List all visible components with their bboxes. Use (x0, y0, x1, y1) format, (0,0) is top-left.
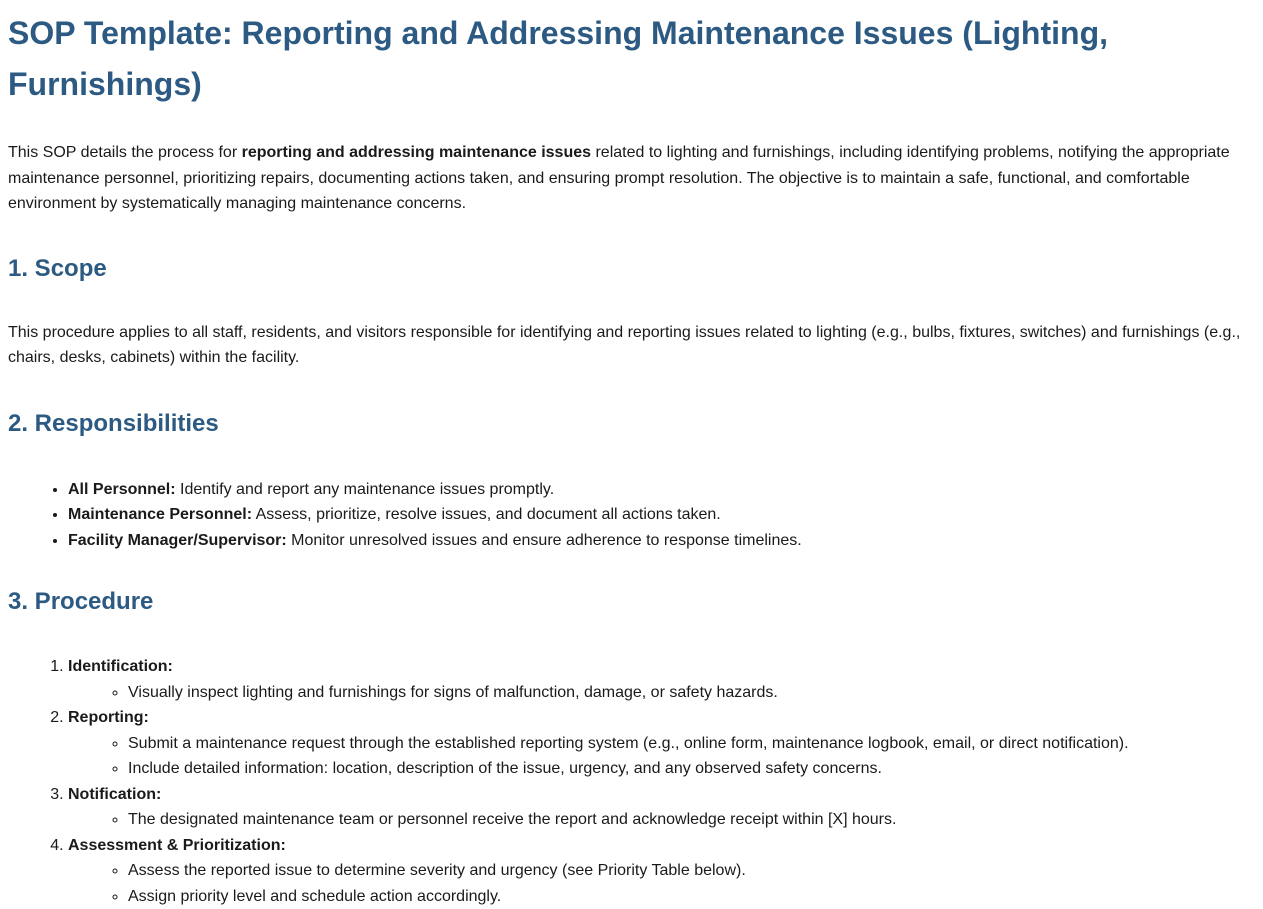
responsibilities-list (8, 477, 1255, 554)
responsibility-text: Identify and report any maintenance issues promptly. (176, 481, 555, 498)
procedure-step (68, 833, 1255, 909)
procedure-step (68, 654, 1255, 705)
procedure-substep: ◦ Assign priority level and schedule action accordingly. (128, 884, 1255, 909)
intro-paragraph (8, 140, 1255, 217)
intro-text-after: related to lighting and furnishings, including identifying problems, notifying the appropriate maintenance personnel, prioritizing repairs, documenting actions taken, and ensuring prompt resolution. The objective is to maintain a safe, functional, and comfortable environment by systematically managing maintenance concerns. (8, 144, 1230, 212)
procedure-substep: ◦ Submit a maintenance request through the established reporting system (e.g., online form, maintenance logbook, email, or direct notification). (128, 731, 1255, 757)
intro-text-before: This SOP details the process for (8, 144, 242, 161)
procedure-step-label: Assessment & Prioritization: (68, 837, 286, 854)
procedure-heading: 3. Procedure (8, 585, 1255, 619)
procedure-step-label: Reporting: (68, 709, 149, 726)
page-title: SOP Template: Reporting and Addressing Maintenance Issues (Lighting, Furnishings) (8, 8, 1255, 110)
responsibility-text: Assess, prioritize, resolve issues, and document all actions taken. (252, 506, 721, 523)
responsibility-text: Monitor unresolved issues and ensure adherence to response timelines. (287, 532, 802, 549)
document-page (0, 8, 1263, 909)
procedure-substep: ◦ Visually inspect lighting and furnishings for signs of malfunction, damage, or safety hazards. (128, 680, 1255, 706)
procedure-step-label: Notification: (68, 786, 161, 803)
procedure-step-label: Identification: (68, 658, 173, 675)
procedure-substeps (68, 731, 1255, 782)
responsibility-item (68, 477, 1255, 503)
procedure-substeps (68, 807, 1255, 833)
procedure-substep: ◦ The designated maintenance team or personnel receive the report and acknowledge receipt within [X] hours. (128, 807, 1255, 833)
responsibility-role: Facility Manager/Supervisor: (68, 532, 287, 549)
responsibility-item (68, 528, 1255, 554)
procedure-substeps (68, 858, 1255, 909)
procedure-substep: ◦ Include detailed information: location, description of the issue, urgency, and any observed safety concerns. (128, 756, 1255, 782)
procedure-steps (8, 654, 1255, 909)
procedure-substep: ◦ Assess the reported issue to determine severity and urgency (see Priority Table below). (128, 858, 1255, 884)
intro-text-bold: reporting and addressing maintenance issues (242, 144, 591, 161)
procedure-substeps (68, 680, 1255, 706)
scope-paragraph: This procedure applies to all staff, residents, and visitors responsible for identifying and reporting issues related to lighting (e.g., bulbs, fixtures, switches) and furnishings (e.g., chairs, desks, cabinets) within the facility. (8, 320, 1255, 371)
responsibilities-heading: 2. Responsibilities (8, 407, 1255, 441)
responsibility-item (68, 502, 1255, 528)
scope-heading: 1. Scope (8, 252, 1255, 286)
responsibility-role: Maintenance Personnel: (68, 506, 252, 523)
procedure-step (68, 782, 1255, 833)
procedure-step (68, 705, 1255, 782)
responsibility-role: All Personnel: (68, 481, 176, 498)
